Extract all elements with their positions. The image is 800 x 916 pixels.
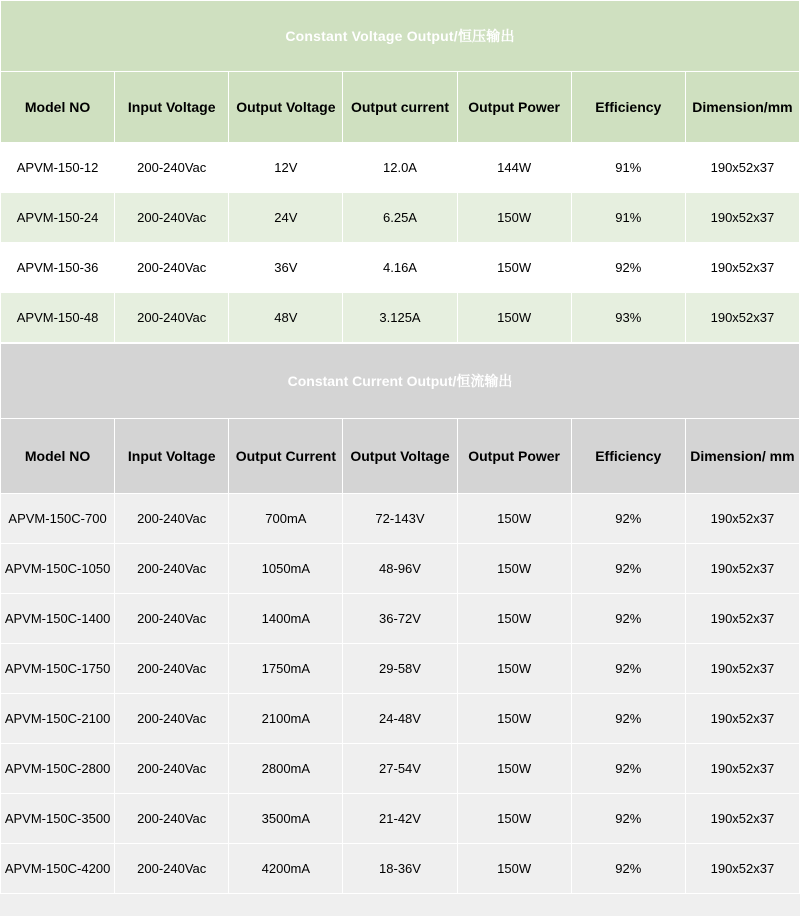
- cc-header-output-current: Output Current: [229, 419, 343, 494]
- cv-cell-input-voltage: 200-240Vac: [115, 143, 229, 193]
- cv-header-efficiency: Efficiency: [571, 72, 685, 143]
- cc-cell-output-power: 150W: [457, 844, 571, 894]
- cv-cell-output-power: 150W: [457, 193, 571, 243]
- cc-header-output-voltage: Output Voltage: [343, 419, 457, 494]
- cc-cell-output-current: 1400mA: [229, 594, 343, 644]
- cv-cell-model: APVM-150-48: [1, 293, 115, 343]
- cc-cell-model: APVM-150C-1750: [1, 644, 115, 694]
- cc-cell-efficiency: 92%: [571, 844, 685, 894]
- cv-header-input-voltage: Input Voltage: [115, 72, 229, 143]
- table-row: [1, 193, 800, 243]
- constant-current-body: [1, 494, 800, 894]
- cv-cell-efficiency: 92%: [571, 243, 685, 293]
- cv-cell-model: APVM-150-12: [1, 143, 115, 193]
- cv-cell-output-power: 150W: [457, 243, 571, 293]
- cv-cell-input-voltage: 200-240Vac: [115, 193, 229, 243]
- cc-cell-output-voltage: 18-36V: [343, 844, 457, 894]
- cc-cell-dimension: 190x52x37: [685, 694, 799, 744]
- cc-cell-output-current: 2800mA: [229, 744, 343, 794]
- cc-cell-dimension: 190x52x37: [685, 544, 799, 594]
- cc-cell-output-power: 150W: [457, 694, 571, 744]
- cc-cell-input-voltage: 200-240Vac: [115, 844, 229, 894]
- cc-cell-input-voltage: 200-240Vac: [115, 544, 229, 594]
- constant-voltage-header-group: [1, 1, 800, 143]
- cc-cell-output-power: 150W: [457, 494, 571, 544]
- cv-cell-output-current: 3.125A: [343, 293, 457, 343]
- cc-cell-efficiency: 92%: [571, 544, 685, 594]
- cc-cell-output-voltage: 27-54V: [343, 744, 457, 794]
- cv-header-output-current: Output current: [343, 72, 457, 143]
- table-row: [1, 143, 800, 193]
- table-row: [1, 744, 800, 794]
- cv-cell-input-voltage: 200-240Vac: [115, 243, 229, 293]
- cc-cell-output-current: 3500mA: [229, 794, 343, 844]
- cv-header-dimension: Dimension/mm: [685, 72, 799, 143]
- cc-cell-efficiency: 92%: [571, 744, 685, 794]
- cv-cell-output-current: 12.0A: [343, 143, 457, 193]
- cv-cell-output-voltage: 36V: [229, 243, 343, 293]
- cv-cell-efficiency: 93%: [571, 293, 685, 343]
- cc-cell-input-voltage: 200-240Vac: [115, 594, 229, 644]
- constant-current-table: [0, 343, 800, 894]
- cv-cell-input-voltage: 200-240Vac: [115, 293, 229, 343]
- cc-cell-output-current: 1050mA: [229, 544, 343, 594]
- cv-cell-efficiency: 91%: [571, 143, 685, 193]
- cv-cell-dimension: 190x52x37: [685, 193, 799, 243]
- cv-cell-dimension: 190x52x37: [685, 243, 799, 293]
- cv-cell-efficiency: 91%: [571, 193, 685, 243]
- cv-cell-output-power: 150W: [457, 293, 571, 343]
- cv-cell-model: APVM-150-24: [1, 193, 115, 243]
- cv-cell-dimension: 190x52x37: [685, 293, 799, 343]
- cc-cell-output-voltage: 72-143V: [343, 494, 457, 544]
- cv-cell-output-voltage: 48V: [229, 293, 343, 343]
- table-row: [1, 694, 800, 744]
- cc-cell-output-power: 150W: [457, 794, 571, 844]
- constant-current-header-row: [1, 419, 800, 494]
- cc-header-output-power: Output Power: [457, 419, 571, 494]
- cc-cell-output-current: 2100mA: [229, 694, 343, 744]
- constant-current-header-group: [1, 344, 800, 494]
- cc-cell-model: APVM-150C-1050: [1, 544, 115, 594]
- cc-cell-dimension: 190x52x37: [685, 494, 799, 544]
- constant-current-banner: Constant Current Output/恒流输出: [1, 344, 800, 419]
- constant-current-banner-row: [1, 344, 800, 419]
- cc-cell-efficiency: 92%: [571, 494, 685, 544]
- table-row: [1, 794, 800, 844]
- cc-cell-efficiency: 92%: [571, 644, 685, 694]
- cc-cell-dimension: 190x52x37: [685, 594, 799, 644]
- table-bottom-padding: [0, 894, 800, 916]
- cc-cell-model: APVM-150C-1400: [1, 594, 115, 644]
- cv-cell-model: APVM-150-36: [1, 243, 115, 293]
- cc-cell-output-voltage: 48-96V: [343, 544, 457, 594]
- cc-cell-input-voltage: 200-240Vac: [115, 644, 229, 694]
- cc-cell-dimension: 190x52x37: [685, 844, 799, 894]
- cv-header-output-voltage: Output Voltage: [229, 72, 343, 143]
- cv-header-output-power: Output Power: [457, 72, 571, 143]
- cc-cell-model: APVM-150C-2800: [1, 744, 115, 794]
- cc-cell-model: APVM-150C-2100: [1, 694, 115, 744]
- cc-header-dimension: Dimension/ mm: [685, 419, 799, 494]
- constant-voltage-header-row: [1, 72, 800, 143]
- cc-cell-output-voltage: 29-58V: [343, 644, 457, 694]
- cc-cell-dimension: 190x52x37: [685, 794, 799, 844]
- cc-cell-model: APVM-150C-700: [1, 494, 115, 544]
- table-row: [1, 844, 800, 894]
- cc-header-input-voltage: Input Voltage: [115, 419, 229, 494]
- cc-cell-input-voltage: 200-240Vac: [115, 694, 229, 744]
- table-row: [1, 494, 800, 544]
- cc-cell-output-power: 150W: [457, 544, 571, 594]
- cc-cell-model: APVM-150C-4200: [1, 844, 115, 894]
- cv-header-model-no: Model NO: [1, 72, 115, 143]
- cc-cell-model: APVM-150C-3500: [1, 794, 115, 844]
- cc-cell-output-voltage: 21-42V: [343, 794, 457, 844]
- constant-voltage-table: [0, 0, 800, 343]
- cc-cell-input-voltage: 200-240Vac: [115, 744, 229, 794]
- cc-cell-dimension: 190x52x37: [685, 744, 799, 794]
- cv-cell-output-power: 144W: [457, 143, 571, 193]
- cc-header-efficiency: Efficiency: [571, 419, 685, 494]
- table-row: [1, 293, 800, 343]
- cc-cell-input-voltage: 200-240Vac: [115, 494, 229, 544]
- table-row: [1, 243, 800, 293]
- table-row: [1, 644, 800, 694]
- cv-cell-output-current: 4.16A: [343, 243, 457, 293]
- cc-cell-efficiency: 92%: [571, 794, 685, 844]
- cc-header-model-no: Model NO: [1, 419, 115, 494]
- cc-cell-output-power: 150W: [457, 744, 571, 794]
- cc-cell-output-power: 150W: [457, 644, 571, 694]
- cc-cell-output-current: 4200mA: [229, 844, 343, 894]
- cc-cell-output-current: 1750mA: [229, 644, 343, 694]
- table-row: [1, 594, 800, 644]
- cc-cell-output-voltage: 36-72V: [343, 594, 457, 644]
- cv-cell-dimension: 190x52x37: [685, 143, 799, 193]
- table-row: [1, 544, 800, 594]
- cv-cell-output-voltage: 24V: [229, 193, 343, 243]
- constant-voltage-banner-row: [1, 1, 800, 72]
- cc-cell-dimension: 190x52x37: [685, 644, 799, 694]
- constant-voltage-banner: Constant Voltage Output/恒压输出: [1, 1, 800, 72]
- cc-cell-input-voltage: 200-240Vac: [115, 794, 229, 844]
- cc-cell-efficiency: 92%: [571, 594, 685, 644]
- cc-cell-output-voltage: 24-48V: [343, 694, 457, 744]
- constant-voltage-body: [1, 143, 800, 343]
- cv-cell-output-voltage: 12V: [229, 143, 343, 193]
- cv-cell-output-current: 6.25A: [343, 193, 457, 243]
- cc-cell-efficiency: 92%: [571, 694, 685, 744]
- cc-cell-output-current: 700mA: [229, 494, 343, 544]
- cc-cell-output-power: 150W: [457, 594, 571, 644]
